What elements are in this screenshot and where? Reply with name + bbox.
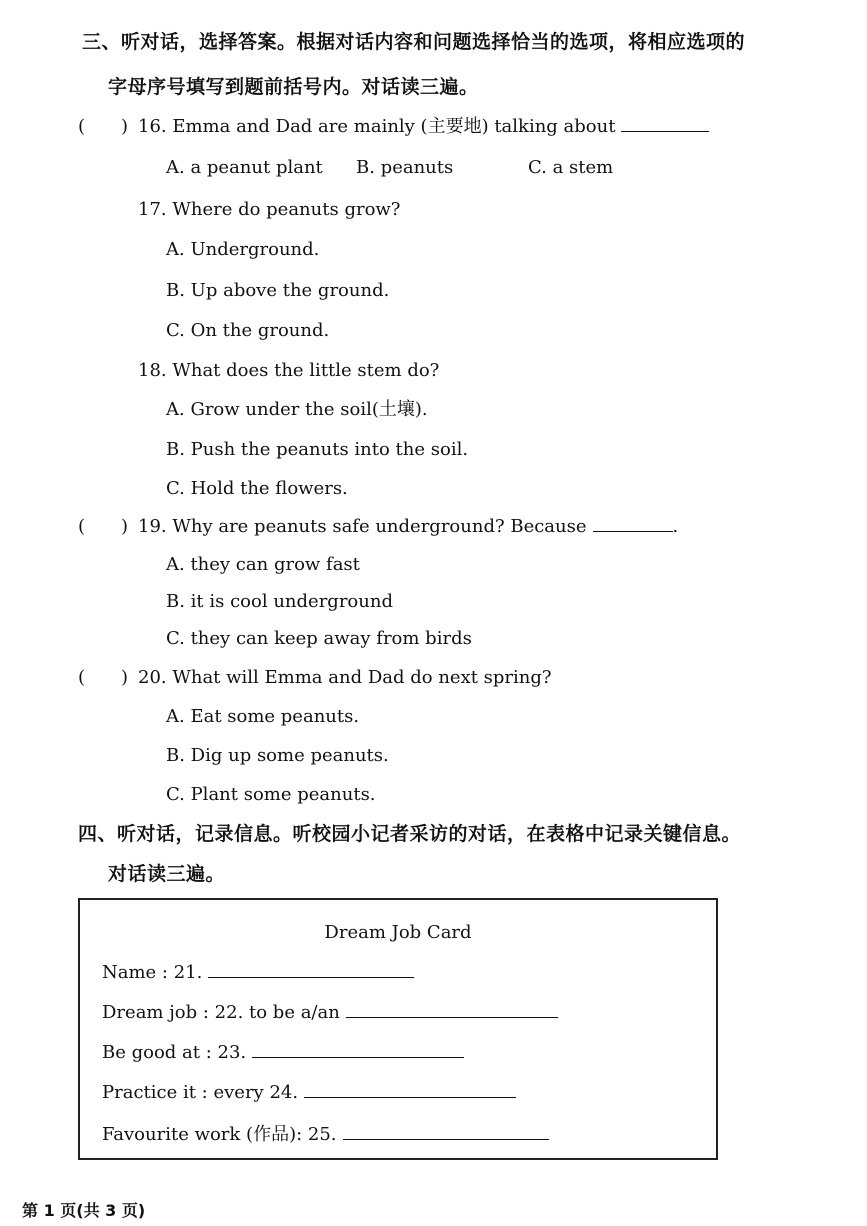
section4-heading-line2: 对话读三遍。: [108, 863, 226, 885]
q16-answer-paren[interactable]: ( ): [78, 116, 129, 137]
q19-option-b: B. it is cool underground: [166, 591, 393, 612]
q16-text: 16. Emma and Dad are mainly (主要地) talking about: [138, 116, 616, 137]
q19-answer-paren[interactable]: ( ): [78, 516, 129, 537]
answer-blank-21[interactable]: [208, 963, 414, 978]
q18-option-c: C. Hold the flowers.: [166, 478, 348, 499]
q17-option-b: B. Up above the ground.: [166, 280, 390, 301]
q20-option-a: A. Eat some peanuts.: [166, 706, 360, 727]
q16-blank[interactable]: [621, 117, 709, 132]
q20-option-b: B. Dig up some peanuts.: [166, 745, 389, 766]
q16-question: [138, 115, 709, 139]
q16-option-c: C. a stem: [528, 157, 614, 178]
q19-period: .: [672, 516, 679, 537]
q18-option-b: B. Push the peanuts into the soil.: [166, 439, 469, 460]
q20-option-c: C. Plant some peanuts.: [166, 784, 376, 805]
page-footer: 第 1 页(共 3 页): [22, 1201, 146, 1220]
q20-question: 20. What will Emma and Dad do next spring?: [138, 667, 552, 688]
q16-option-b: B. peanuts: [356, 157, 454, 178]
q19-option-c: C. they can keep away from birds: [166, 628, 472, 649]
card-label-name: Name : 21.: [102, 962, 203, 983]
section3-heading-line2: 字母序号填写到题前括号内。对话读三遍。: [108, 76, 479, 98]
q16-option-a: A. a peanut plant: [166, 157, 323, 178]
card-row-name: [102, 962, 414, 983]
section4-heading-line1: 四、听对话，记录信息。听校园小记者采访的对话，在表格中记录关键信息。: [78, 823, 742, 845]
q19-option-a: A. they can grow fast: [166, 554, 360, 575]
section3-heading-line1: 三、听对话，选择答案。根据对话内容和问题选择恰当的选项，将相应选项的: [82, 31, 746, 53]
card-row-favourite-work: [102, 1120, 549, 1146]
answer-blank-24[interactable]: [304, 1083, 516, 1098]
answer-blank-25[interactable]: [343, 1125, 549, 1140]
q18-question: 18. What does the little stem do?: [138, 360, 440, 381]
dream-job-card: [78, 898, 718, 1160]
q17-option-a: A. Underground.: [166, 239, 320, 260]
card-row-practice: [102, 1082, 516, 1103]
answer-blank-23[interactable]: [252, 1043, 464, 1058]
q19-blank[interactable]: [593, 517, 673, 532]
card-label-good-at: Be good at : 23.: [102, 1042, 247, 1063]
card-label-dream-job: Dream job : 22. to be a/an: [102, 1002, 340, 1023]
q19-question: [138, 515, 678, 539]
q17-question: 17. Where do peanuts grow?: [138, 199, 401, 220]
answer-blank-22[interactable]: [346, 1003, 558, 1018]
q17-option-c: C. On the ground.: [166, 320, 330, 341]
card-label-favourite-work: Favourite work (作品): 25.: [102, 1124, 337, 1145]
q19-text: 19. Why are peanuts safe underground? Because: [138, 516, 587, 537]
q18-option-a: A. Grow under the soil(土壤).: [166, 399, 428, 420]
card-row-dream-job: [102, 1002, 558, 1023]
q20-answer-paren[interactable]: ( ): [78, 667, 129, 688]
card-row-good-at: [102, 1042, 464, 1063]
card-label-practice: Practice it : every 24.: [102, 1082, 299, 1103]
card-title: Dream Job Card: [324, 922, 472, 943]
